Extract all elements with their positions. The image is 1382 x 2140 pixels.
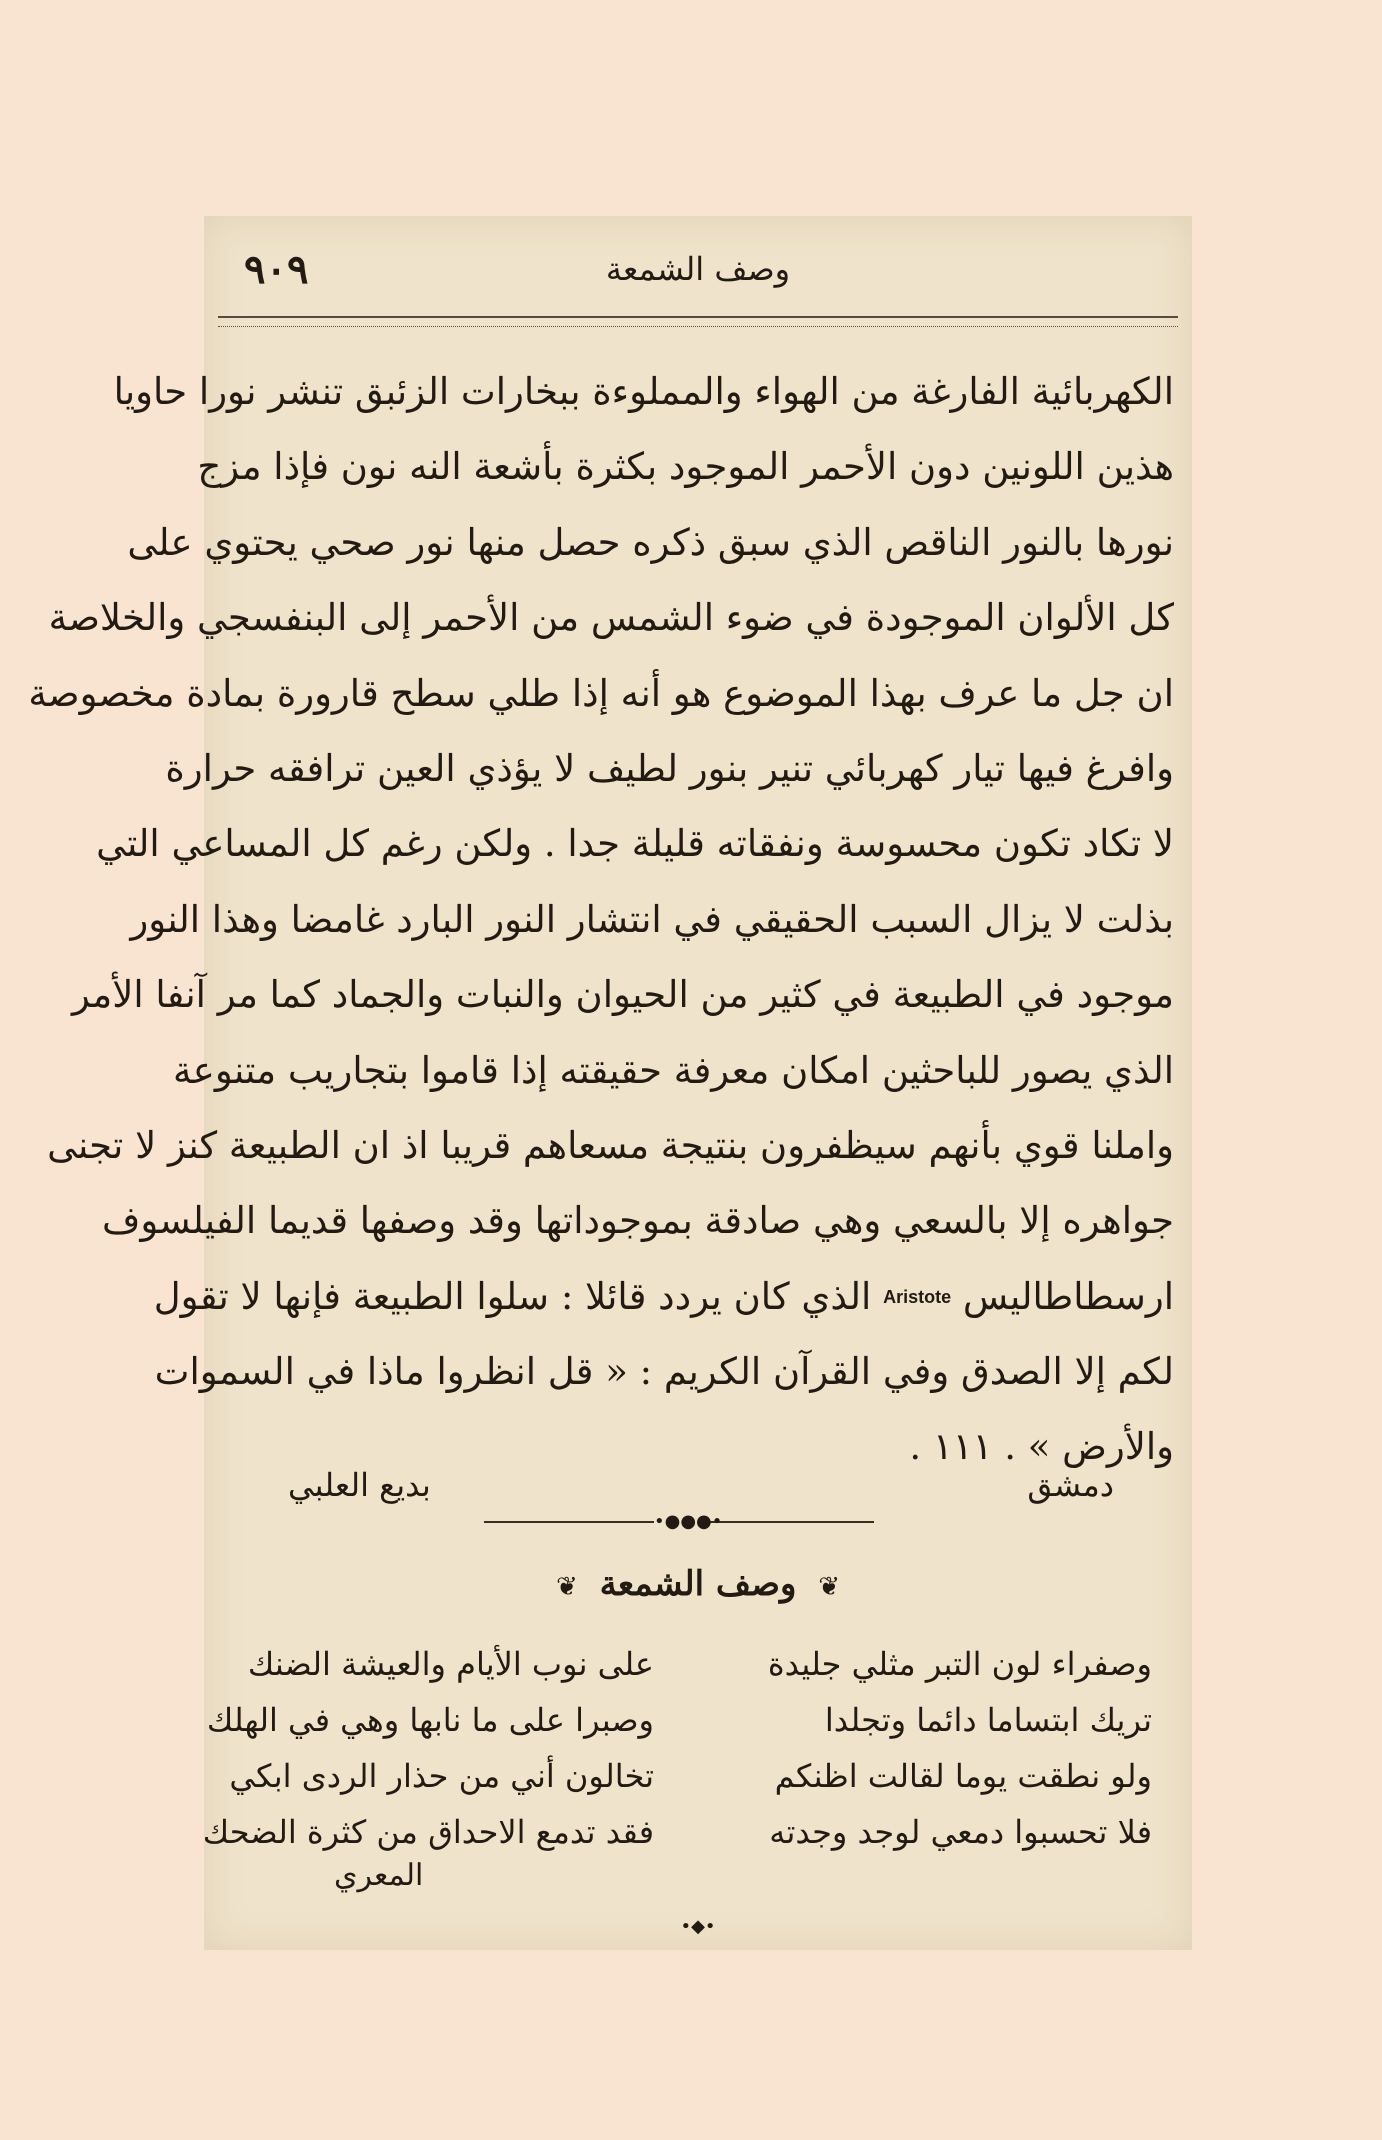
verse-first-hemistich: ولو نطقت يوما لقالت اظنكم <box>774 1757 1152 1795</box>
fleuron-icon: ❦ <box>818 1572 841 1602</box>
text-line-9: موجود في الطبيعة في كثير من الحيوان والنبات والجماد كما مر آنفا الأمر <box>71 973 1174 1017</box>
verse-second-hemistich: فقد تدمع الاحداق من كثرة الضحك <box>202 1813 654 1851</box>
text-line-1: الكهربائية الفارغة من الهواء والمملوءة ببخارات الزئبق تنشر نورا حاويا <box>113 370 1174 413</box>
verse-first-hemistich: فلا تحسبوا دمعي لوجد وجدته <box>769 1813 1152 1851</box>
latin-name-aristote: Aristote <box>883 1286 952 1307</box>
page-header <box>244 244 1152 304</box>
text-line-2: هذين اللونين دون الأحمر الموجود بكثرة بأشعة النه نون فإذا مزج <box>197 445 1174 489</box>
text-line-13-end: الذي كان يردد قائلا : سلوا الطبيعة فإنها لا تقول <box>153 1274 872 1318</box>
verse-first-hemistich: وصفراء لون التبر مثلي جليدة <box>767 1645 1152 1683</box>
signature-author: بديع العلبي <box>288 1466 431 1504</box>
verse-row <box>244 1634 1152 1694</box>
text-line-10: الذي يصور للباحثين امكان معرفة حقيقته إذا قاموا بتجاريب متنوعة <box>172 1048 1174 1092</box>
verse-first-hemistich: تريك ابتساما دائما وتجلدا <box>824 1701 1152 1739</box>
end-ornament: •◆• <box>680 1916 716 1937</box>
text-line-15: والأرض » . ١١١ . <box>909 1425 1174 1469</box>
poet-name: المعري <box>334 1858 424 1893</box>
scanned-page <box>28 216 1192 1950</box>
running-title: وصف الشمعة <box>605 250 791 288</box>
verse-row <box>206 1690 1152 1750</box>
text-line-8: بذلت لا يزال السبب الحقيقي في انتشار النور البارد غامضا وهذا النور <box>130 897 1174 941</box>
text-line-11: واملنا قوي بأنهم سيظفرون بنتيجة مسعاهم قريبا اذ ان الطبيعة كنز لا تجنى <box>47 1123 1174 1167</box>
verse-second-hemistich: تخالون أني من حذار الردى ابكي <box>229 1757 654 1795</box>
poem-title <box>204 1564 1192 1604</box>
page-number: ٩٠٩ <box>244 246 309 293</box>
text-line-13 <box>153 1259 1174 1334</box>
verse-row <box>202 1802 1152 1862</box>
text-line-14: لكم إلا الصدق وفي القرآن الكريم : « قل انظروا ماذا في السموات <box>154 1350 1174 1394</box>
text-line-6: وافرغ فيها تيار كهربائي تنير بنور لطيف لا يؤذي العين ترافقه حرارة <box>165 746 1174 790</box>
text-line-3: نورها بالنور الناقص الذي سبق ذكره حصل منها نور صحي يحتوي على <box>127 520 1174 564</box>
article-body <box>28 354 1174 1485</box>
ornamental-divider <box>484 1508 874 1538</box>
text-line-7: لا تكاد تكون محسوسة ونفقاته قليلة جدا . ولكن رغم كل المساعي التي <box>96 822 1174 866</box>
verse-second-hemistich: على نوب الأيام والعيشة الضنك <box>247 1645 654 1683</box>
text-line-4: كل الألوان الموجودة في ضوء الشمس من الأحمر إلى البنفسجي والخلاصة <box>48 596 1174 640</box>
signature-place: دمشق <box>1027 1466 1114 1504</box>
text-line-12: جواهره إلا بالسعي وهي صادقة بموجوداتها وقد وصفها قديما الفيلسوف <box>102 1199 1174 1243</box>
fleuron-icon: ❦ <box>555 1572 578 1602</box>
text-line-5: ان جل ما عرف بهذا الموضوع هو أنه إذا طلي سطح قارورة بمادة مخصوصة <box>28 671 1174 715</box>
verse-second-hemistich: وصبرا على ما نابها وهي في الهلك <box>206 1701 654 1739</box>
verse-row <box>229 1746 1152 1806</box>
divider-ornament: •●●●• <box>654 1511 723 1532</box>
text-line-13-start: ارسطاطاليس <box>962 1274 1174 1318</box>
poem-title-text: وصف الشمعة <box>599 1564 797 1604</box>
header-rule <box>218 316 1178 327</box>
